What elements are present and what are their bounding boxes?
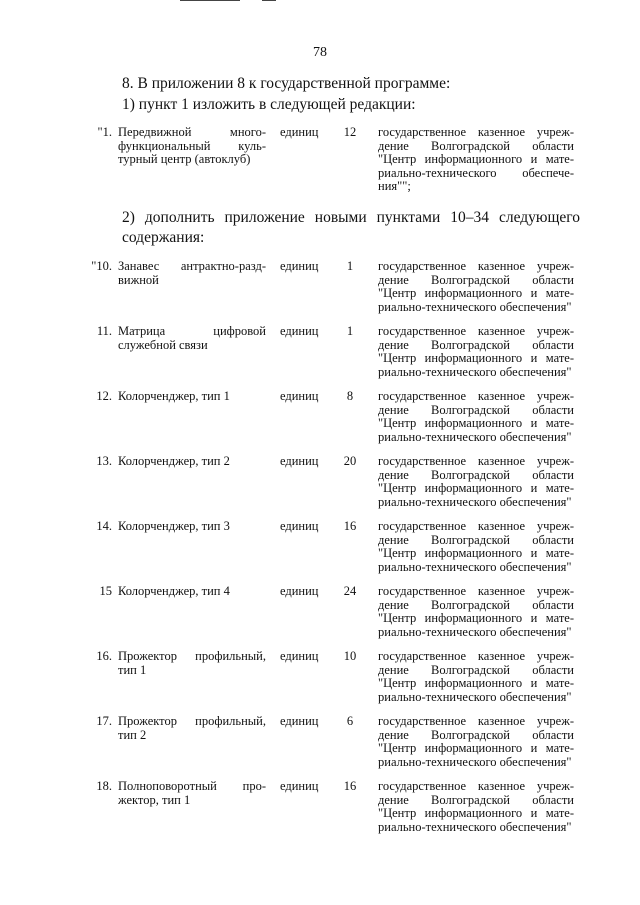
item-name — [118, 585, 266, 599]
item-name — [118, 520, 266, 534]
item-organization-line: государственное казенное учреж- — [378, 125, 574, 139]
item-organization-line: дение Волгоградской области — [378, 597, 574, 612]
item-organization — [378, 780, 574, 834]
item-quantity: 20 — [343, 454, 357, 468]
item-number: 17. — [96, 714, 112, 728]
item-organization-line: риально-технического обеспечения" — [378, 494, 572, 509]
item-unit: единиц — [280, 125, 319, 139]
item-name-line: Полноповоротный про- — [118, 779, 266, 793]
item-unit: единиц — [280, 714, 319, 728]
item-number: 13. — [96, 454, 112, 468]
item-quantity: 16 — [343, 519, 357, 533]
item-name — [118, 650, 266, 677]
item-number: 15 — [99, 584, 112, 598]
item-organization-line: дение Волгоградской области — [378, 337, 574, 352]
item-organization — [378, 715, 574, 769]
item-organization-line: риально-технического обеспече- — [378, 165, 574, 180]
item-organization-line: дение Волгоградской области — [378, 138, 574, 153]
item-name-line: жектор, тип 1 — [118, 792, 191, 807]
item-name-line: вижной — [118, 272, 159, 287]
item-unit: единиц — [280, 259, 319, 273]
item-number: "1. — [97, 125, 112, 139]
item-name-line: служебной связи — [118, 337, 208, 352]
item-name-line: тип 2 — [118, 727, 147, 742]
item-name-line: Занавес антрактно-разд- — [118, 259, 266, 273]
item-organization-line: риально-технического обеспечения" — [378, 689, 572, 704]
item-organization-line: "Центр информационного и мате- — [378, 611, 574, 625]
item-quantity: 10 — [343, 649, 357, 663]
item-organization-line: государственное казенное учреж- — [378, 649, 574, 663]
item-name — [118, 455, 266, 469]
item-organization-line: государственное казенное учреж- — [378, 519, 574, 533]
item-organization-line: государственное казенное учреж- — [378, 389, 574, 403]
scan-top-marks — [0, 0, 640, 6]
item-number: 18. — [96, 779, 112, 793]
item-quantity: 6 — [346, 714, 354, 728]
item-organization — [378, 260, 574, 314]
item-organization-line: "Центр информационного и мате- — [378, 152, 574, 166]
item-organization-line: дение Волгоградской области — [378, 662, 574, 677]
item-organization-line: "Центр информационного и мате- — [378, 416, 574, 430]
item-quantity: 1 — [346, 324, 354, 338]
item-name-line: Колорченджер, тип 1 — [118, 389, 230, 403]
item-name — [118, 260, 266, 287]
item-name-line: турный центр (автоклуб) — [118, 152, 251, 166]
item-quantity: 12 — [343, 125, 357, 139]
item-number: 11. — [96, 324, 112, 338]
item-name — [118, 126, 266, 167]
item-quantity: 8 — [346, 389, 354, 403]
item-organization-line: дение Волгоградской области — [378, 402, 574, 417]
subitem-1: 1) пункт 1 изложить в следующей редакции: — [122, 96, 416, 113]
item-organization-line: государственное казенное учреж- — [378, 454, 574, 468]
item-organization-line: риально-технического обеспечения" — [378, 819, 572, 834]
item-unit: единиц — [280, 324, 319, 338]
item-organization-line: "Центр информационного и мате- — [378, 546, 574, 560]
item-number: 14. — [96, 519, 112, 533]
item-organization-line: "Центр информационного и мате- — [378, 741, 574, 755]
item-name-line: Прожектор профильный, — [118, 649, 266, 663]
item-organization-line: дение Волгоградской области — [378, 272, 574, 287]
item-name-line: тип 1 — [118, 662, 147, 677]
item-organization-line: "Центр информационного и мате- — [378, 351, 574, 365]
item-organization-line: риально-технического обеспечения" — [378, 559, 572, 574]
item-organization-line: дение Волгоградской области — [378, 727, 574, 742]
item-organization-line: государственное казенное учреж- — [378, 714, 574, 728]
item-organization-line: ния""; — [378, 179, 411, 193]
item-organization-line: государственное казенное учреж- — [378, 584, 574, 598]
item-organization — [378, 650, 574, 704]
item-organization-line: "Центр информационного и мате- — [378, 806, 574, 820]
item-organization-line: государственное казенное учреж- — [378, 259, 574, 273]
section-heading: 8. В приложении 8 к государственной программе: — [122, 75, 451, 92]
item-organization-line: риально-технического обеспечения" — [378, 624, 572, 639]
item-name-line: Матрица цифровой — [118, 324, 266, 338]
subitem-2-line: 2) дополнить приложение новыми пунктами 10–34 следующего — [122, 209, 580, 226]
item-quantity: 16 — [343, 779, 357, 793]
item-name-line: Колорченджер, тип 3 — [118, 519, 230, 533]
item-organization-line: "Центр информационного и мате- — [378, 286, 574, 300]
item-name — [118, 715, 266, 742]
item-number: 16. — [96, 649, 112, 663]
item-organization-line: государственное казенное учреж- — [378, 324, 574, 338]
item-name-line: Прожектор профильный, — [118, 714, 266, 728]
item-name-line: Передвижной много- — [118, 125, 266, 139]
item-unit: единиц — [280, 519, 319, 533]
item-organization-line: риально-технического обеспечения" — [378, 429, 572, 444]
item-organization-line: риально-технического обеспечения" — [378, 364, 572, 379]
item-unit: единиц — [280, 649, 319, 663]
page-number: 78 — [313, 45, 327, 60]
item-organization — [378, 455, 574, 509]
item-organization — [378, 390, 574, 444]
item-organization-line: дение Волгоградской области — [378, 532, 574, 547]
item-unit: единиц — [280, 584, 319, 598]
item-name-line: Колорченджер, тип 2 — [118, 454, 230, 468]
item-organization-line: "Центр информационного и мате- — [378, 481, 574, 495]
item-unit: единиц — [280, 454, 319, 468]
item-unit: единиц — [280, 389, 319, 403]
item-name — [118, 780, 266, 807]
subitem-2-line: содержания: — [122, 229, 205, 246]
item-number: "10. — [91, 259, 112, 273]
item-organization-line: "Центр информационного и мате- — [378, 676, 574, 690]
item-quantity: 1 — [346, 259, 354, 273]
item-name-line: Колорченджер, тип 4 — [118, 584, 230, 598]
item-organization-line: риально-технического обеспечения" — [378, 754, 572, 769]
item-organization — [378, 325, 574, 379]
item-organization-line: дение Волгоградской области — [378, 467, 574, 482]
item-name-line: функциональный куль- — [118, 138, 266, 153]
item-organization — [378, 520, 574, 574]
item-name — [118, 390, 266, 404]
item-organization — [378, 126, 574, 194]
item-name — [118, 325, 266, 352]
subitem-2 — [122, 208, 580, 248]
item-organization — [378, 585, 574, 639]
item-quantity: 24 — [343, 584, 357, 598]
item-number: 12. — [96, 389, 112, 403]
item-organization-line: дение Волгоградской области — [378, 792, 574, 807]
item-organization-line: риально-технического обеспечения" — [378, 299, 572, 314]
item-organization-line: государственное казенное учреж- — [378, 779, 574, 793]
item-unit: единиц — [280, 779, 319, 793]
